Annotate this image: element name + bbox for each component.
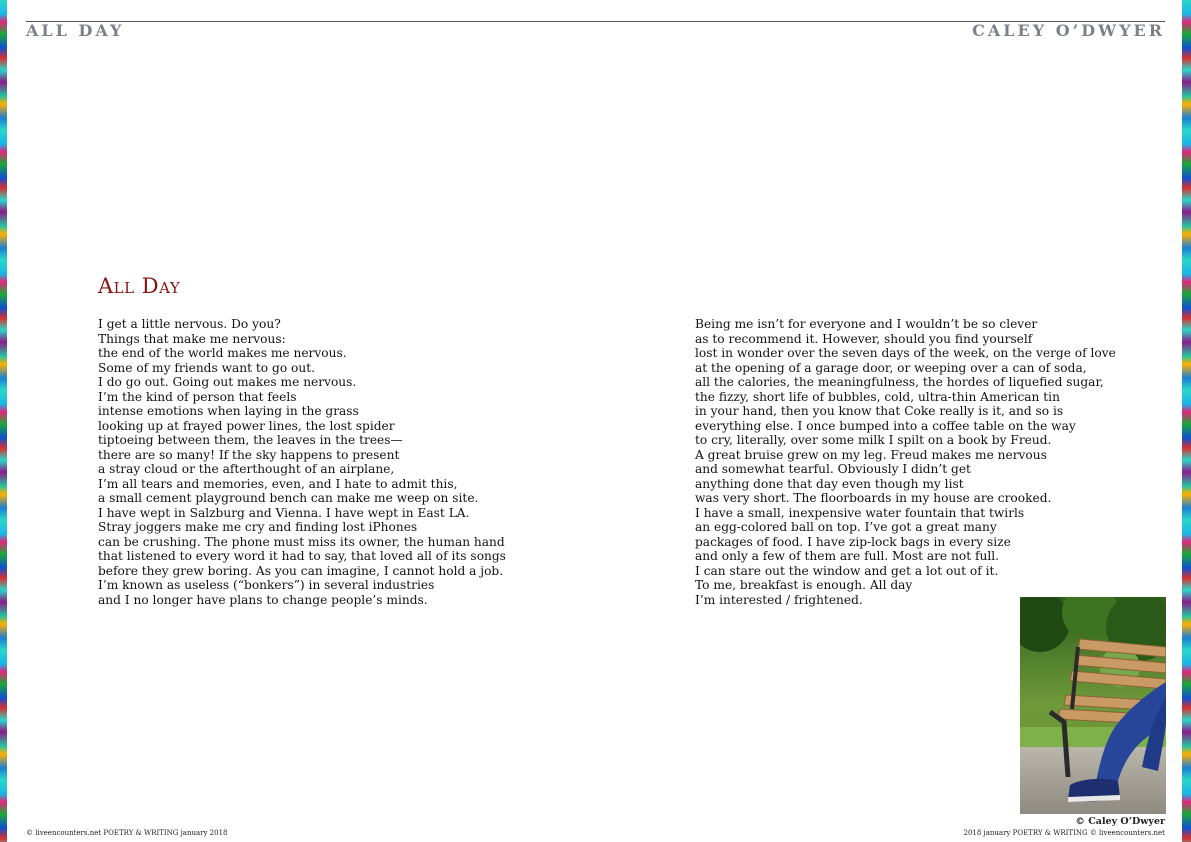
poem-line: I can stare out the window and get a lot out of it.: [695, 563, 999, 578]
poem-line: that listened to every word it had to say, that loved all of its songs: [98, 549, 506, 563]
poem-line: lost in wonder over the seven days of the week, on the verge of love: [695, 346, 1116, 360]
left-edge-decoration: [0, 0, 7, 842]
poem-line: as to recommend it. However, should you find yourself: [695, 331, 1033, 346]
poem-line: to cry, literally, over some milk I spilt on a book by Freud.: [695, 433, 1052, 447]
poem-line: tiptoeing between them, the leaves in the trees—: [98, 433, 403, 447]
poem-line: I’m known as useless (“bonkers”) in several industries: [98, 578, 435, 592]
poem-line: intense emotions when laying in the grass: [98, 404, 359, 418]
poem-title: All Day: [98, 274, 181, 298]
poem-line: I get a little nervous. Do you?: [98, 317, 281, 331]
poem-line: Stray joggers make me cry and finding lost iPhones: [98, 520, 418, 534]
poem-line: I’m interested / frightened.: [695, 592, 863, 607]
poem-column-left: [98, 317, 506, 607]
poem-line: an egg-colored ball on top. I’ve got a great many: [695, 520, 997, 534]
right-edge-decoration: [1182, 0, 1191, 842]
poem-line: a stray cloud or the afterthought of an airplane,: [98, 462, 395, 476]
poem-line: To me, breakfast is enough. All day: [695, 578, 913, 592]
poem-line: and I no longer have plans to change people’s minds.: [98, 592, 428, 607]
poem-line: I’m the kind of person that feels: [98, 389, 297, 404]
poem-line: A great bruise grew on my leg. Freud makes me nervous: [695, 447, 1047, 462]
poem-line: Being me isn’t for everyone and I wouldn’t be so clever: [695, 317, 1038, 331]
poem-line: was very short. The floorboards in my house are crooked.: [695, 491, 1052, 505]
poem-line: can be crushing. The phone must miss its owner, the human hand: [98, 534, 505, 549]
poem-line: packages of food. I have zip-lock bags in every size: [695, 534, 1011, 549]
bench-photo: [1020, 597, 1166, 814]
poem-line: anything done that day even though my list: [695, 476, 964, 491]
poem-line: before they grew boring. As you can imagine, I cannot hold a job.: [98, 563, 504, 578]
poem-line: all the calories, the meaningfulness, the hordes of liquefied sugar,: [695, 375, 1104, 389]
poem-line: Things that make me nervous:: [98, 331, 286, 346]
poem-line: everything else. I once bumped into a coffee table on the way: [695, 418, 1076, 433]
poem-line: I’m all tears and memories, even, and I hate to admit this,: [98, 476, 458, 491]
poem-line: there are so many! If the sky happens to present: [98, 447, 400, 462]
poem-line: at the opening of a garage door, or weeping over a can of soda,: [695, 360, 1087, 375]
poem-line: and only a few of them are full. Most are not full.: [695, 549, 1000, 563]
poem-line: looking up at frayed power lines, the lost spider: [98, 418, 395, 433]
poem-line: the end of the world makes me nervous.: [98, 346, 347, 360]
poem-line: a small cement playground bench can make me weep on site.: [98, 491, 479, 505]
poem-column-right: [695, 317, 1116, 607]
running-title-author: CALEY O’DWYER: [972, 21, 1165, 40]
poem-line: and somewhat tearful. Obviously I didn’t get: [695, 462, 971, 476]
poem-line: the fizzy, short life of bubbles, cold, ultra-thin American tin: [695, 389, 1060, 404]
poem-line: I do go out. Going out makes me nervous.: [98, 375, 357, 389]
footer-right: 2018 january POETRY & WRITING © liveencounters.net: [963, 829, 1165, 837]
poem-line: I have a small, inexpensive water fountain that twirls: [695, 505, 1025, 520]
poem-line: I have wept in Salzburg and Vienna. I have wept in East LA.: [98, 505, 470, 520]
footer-left: © liveencounters.net POETRY & WRITING january 2018: [26, 829, 228, 837]
photo-credit: © Caley O’Dwyer: [1075, 816, 1165, 827]
poem-line: in your hand, then you know that Coke really is it, and so is: [695, 404, 1064, 418]
running-title-left: ALL DAY: [26, 21, 125, 40]
poem-line: Some of my friends want to go out.: [98, 360, 315, 375]
